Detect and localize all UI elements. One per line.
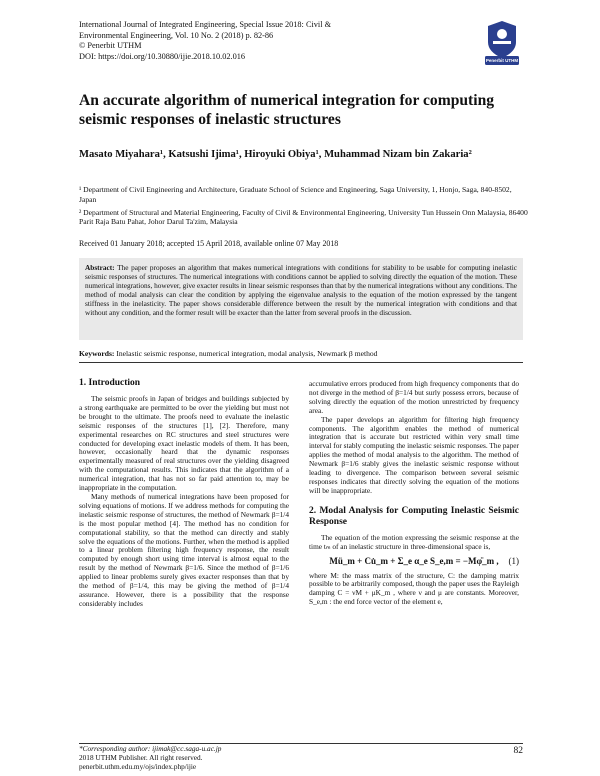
- col2-paragraph-2: The paper develops an algorithm for filtering high frequency components. The algorithm enables the method of numerical integration that is accurate but restricted within very small time interval for stably computing the inelastic seismic responses. The paper applies the method of modal analysis to the algorithm. The method of Newmark β=1/6 stably gives the inelastic seismic response without leading to divergence. The comparison between several seismic responses indicates that directly solving the equation of the motions will be inappropriate.: [309, 414, 519, 495]
- page-number: 82: [513, 746, 523, 756]
- journal-url[interactable]: penerbit.uthm.edu.my/ojs/index.php/ijie: [79, 761, 197, 771]
- journal-info: [79, 20, 479, 62]
- received-dates: Received 01 January 2018; accepted 15 April 2018, available online 07 May 2018: [79, 239, 339, 248]
- paper-title: An accurate algorithm of numerical integration for computing seismic responses of inelastic structures: [79, 92, 495, 128]
- equation-1-number: (1): [508, 555, 519, 566]
- section-1-heading: 1. Introduction: [79, 378, 141, 388]
- left-column: [79, 378, 289, 609]
- copyright: 2018 UTHM Publisher. All right reserved.: [79, 752, 203, 762]
- author-list: Masato Miyahara¹, Katsushi Ijima¹, Hiroyuki Obiya¹, Muhammad Nizam bin Zakaria²: [79, 149, 472, 160]
- section-divider: [79, 362, 523, 363]
- journal-line-3: © Penerbit UTHM: [79, 41, 142, 51]
- publisher-logo-text: Penerbit UTHM: [485, 58, 519, 63]
- keywords-label: Keywords:: [79, 349, 115, 358]
- intro-paragraph-2: Many methods of numerical integrations have been proposed for solving equations of motions. If we address methods for computing the inelastic seismic response of structures, the method of Newmark β=1/4 is the most popular method [4]. The method has no condition for computational stability, so that the method can directly and stably solve the equations of the motions. Further, when the method is applied to a linear problem filtering high frequency response, the result computed by enough short using time interval is almost equal to the result by the method of Newmark β=1/6. Since the method of β=1/6 applied to linear problems surely gives exacter responses than that by the method of β=1/4, this may be giving the method of β=1/4 assurance. However, there is a possibility that the response considerably includes: [79, 491, 289, 608]
- footer: [79, 745, 429, 771]
- keywords-text: Inelastic seismic response, numerical integration, modal analysis, Newmark β method: [114, 349, 378, 358]
- sec2-paragraph-2: where M: the mass matrix of the structure, C: the damping matrix possible to be arbitrarily composed, though the paper uses the Rayleigh damping C = νM + μK_m , where ν and μ are constants. Moreover, S_e,m : the end force vector of the element e,: [309, 570, 519, 607]
- abstract-box: [79, 258, 523, 340]
- abstract-label: Abstract:: [85, 263, 115, 272]
- section-2-heading: 2. Modal Analysis for Computing Inelastic Seismic Response: [309, 505, 519, 527]
- affiliations: [79, 185, 529, 230]
- doi-line[interactable]: DOI: https://doi.org/10.30880/ijie.2018.10.02.016: [79, 51, 246, 61]
- sec2-paragraph-1: The equation of the motion expressing the seismic response at the time tₘ of an inelastic structure in three-dimensional space is,: [309, 532, 519, 551]
- publisher-logo: [482, 18, 522, 66]
- equation-1: [309, 557, 519, 566]
- right-column: [309, 380, 519, 607]
- journal-line-1: International Journal of Integrated Engineering, Special Issue 2018: Civil &: [79, 20, 332, 29]
- corresponding-author[interactable]: *Corresponding author: ijimak@cc.saga-u.ac.jp: [79, 744, 222, 753]
- affiliation-1: ¹ Department of Civil Engineering and Architecture, Graduate School of Science and Engineering, Saga University, 1, Honjo, Saga, 840-8502, Japan: [79, 185, 512, 204]
- col2-paragraph-1: accumulative errors produced from high frequency components that do not diverge in the method of β=1/4 but surly possess errors, because of solving directly the equation of the motion unrestricted by frequency area.: [309, 379, 519, 415]
- abstract-text: The paper proposes an algorithm that makes numerical integrations with conditions for stability to be usable for computing inelastic seismic responses of structures. The numerical integrations with conditions cannot be applied to solving directly the equation of the motion. These numerical integrations, however, give exacter results in linear seismic responses than that by the numerical integrations without any conditions. The method of modal analysis can clear the condition by applying the eigenvalue analysis to the equation of the motion expressed by the tangent stiffness in the inelasticity. The paper shows considerable difference between the result by the numerical integration with conditions and that without any condition, and the former result will be exacter than the latter from several proofs in the discussion.: [85, 263, 517, 318]
- affiliation-2: ² Department of Structural and Material Engineering, Faculty of Civil & Environmental Engineering, University Tun Hussein Onn Malaysia, 86400 Parit Raja Batu Pahat, Johor Darul Ta'zim, Malaysia: [79, 207, 528, 227]
- equation-1-body: Mü_m + Cu̇_m + Σ_e α_e S_e,m = −Mφ̈_m ,: [329, 555, 499, 566]
- intro-paragraph-1: The seismic proofs in Japan of bridges and buildings subjected by a strong earthquake are permitted to be over the yielding but must not be brought to the ultimate. The proofs need to evaluate the inelastic seismic responses of the structures [1], [2]. Therefore, many experimental researches on RC structures and steel structures were conducted for developing exact inelastic models of them. It has been, however, occasionally heard that the dynamic responses experimentally measured of real structures over the yielding disagreed with the computational results. This indicates that the algorithm of a numerical integration, that has not so far paid attention to, may be inappropriate in the computation.: [79, 394, 289, 493]
- journal-line-2: Environmental Engineering, Vol. 10 No. 2 (2018) p. 82-86: [79, 30, 274, 40]
- keywords: [79, 349, 529, 358]
